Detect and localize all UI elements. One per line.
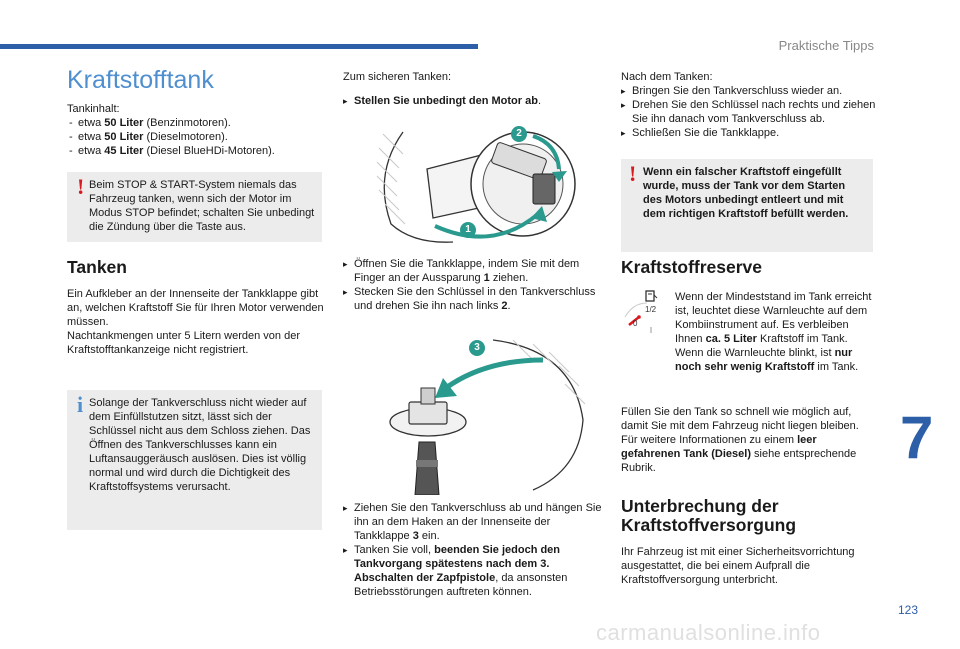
steps-open (343, 257, 601, 313)
header-bar (0, 44, 478, 49)
fill-soon-text: Füllen Sie den Tank so schnell wie möglich auf, damit Sie mit dem Fahrzeug nicht liegen bleiben. (621, 406, 859, 432)
wrong-fuel-text: Wenn ein falscher Kraftstoff eingefüllt wurde, muss der Tank vor dem Starten des Motors unbedingt entleert und mit dem richtigen Kraftstoff befüllt werden. (643, 166, 849, 220)
wrong-fuel-warning-box (621, 159, 873, 252)
capacity-item: - etwa 50 Liter (Dieselmotoren). (67, 130, 322, 144)
warning-text: Beim STOP & START-System niemals das Fahrzeug tanken, wenn sich der Motor im Modus STOP befindet; schalten Sie unbedingt die Zündung über die Taste aus. (89, 179, 315, 233)
after-item: ▸ Schließen Sie die Tankklappe. (621, 126, 876, 140)
fuel-gauge-icon (621, 287, 671, 337)
intro-text: Zum sicheren Tanken: (343, 71, 452, 83)
section-heading-supply-cut: Unterbrechung der Kraftstoffversorgung (621, 496, 797, 535)
section-heading-reserve: Kraftstoffreserve (621, 257, 763, 277)
section-title: Praktische Tipps (778, 38, 874, 53)
after-refuel-block (621, 70, 876, 140)
warning-mark-icon: ! (629, 161, 637, 186)
info-text: Solange der Tankverschluss nicht wieder auf dem Einfüllstutzen sitzt, lässt sich der Schlüssel nicht aus dem Schloss ziehen. Das Öffnen des Tankverschlusses kann ein Luftansauggeräusch auslösen. Dies ist völlig normal und wird durch die Dichtigkeit des Kraftstoffsystems verursacht. (89, 397, 311, 493)
info-mark-icon: i (77, 392, 84, 417)
capacity-label: Tankinhalt: (67, 103, 120, 115)
more-info-text: Für weitere Informationen zu einem leer gefahrenen Tank (Diesel) siehe entsprechende Rubrik. (621, 434, 857, 474)
gauge-half-label: 1/2 (645, 305, 657, 314)
step-remove-cap: ▸ Ziehen Sie den Tankverschluss ab und hängen Sie ihn an dem Haken an der Innenseite der Tankklappe 3 ein. (343, 501, 605, 543)
section-heading-tanken: Tanken (67, 257, 127, 277)
fill-block (621, 405, 876, 475)
after-item: ▸ Bringen Sie den Tankverschluss wieder an. (621, 84, 876, 98)
callout-1: 1 (460, 222, 476, 238)
label-sticker-text: Ein Aufkleber an der Innenseite der Tankklappe gibt an, welchen Kraftstoff Sie für Ihren Motor verwenden müssen. (67, 288, 324, 328)
refuel-text (67, 287, 325, 357)
chapter-number: 7 (900, 404, 934, 471)
callout-2: 2 (511, 126, 527, 142)
page-number: 123 (898, 603, 919, 617)
step-fill-up: ▸ Tanken Sie voll, beenden Sie jedoch den Tankvorgang spätestens nach dem 3. Abschalten der Zapfpistole, da ansonsten Betriebsstörungen auftreten können. (343, 543, 605, 599)
steps-fill (343, 501, 605, 599)
callout-3: 3 (469, 340, 485, 356)
step-insert-key: ▸ Stecken Sie den Schlüssel in den Tankverschluss und drehen Sie ihn nach links 2. (343, 285, 601, 313)
after-item: ▸ Drehen Sie den Schlüssel nach rechts und ziehen Sie ihn danach vom Tankverschluss ab. (621, 98, 876, 126)
watermark: carmanualsonline.info (596, 620, 821, 645)
supply-cut-text: Ihr Fahrzeug ist mit einer Sicherheitsvorrichtung ausgestattet, die bei einem Aufprall die Kraftstoffversorgung unterbricht. (621, 546, 855, 586)
step-engine-off: ▸ Stellen Sie unbedingt den Motor ab. (343, 94, 609, 108)
stop-start-warning-box (67, 172, 322, 242)
warning-mark-icon: ! (77, 174, 85, 199)
after-refuel-label: Nach dem Tanken: (621, 71, 713, 83)
capacity-block (67, 102, 322, 158)
page-title: Kraftstofftank (67, 66, 214, 94)
reserve-text: Wenn der Mindeststand im Tank erreicht ist, leuchtet diese Warnleuchte auf dem Kombiinstrument auf. Es verbleiben Ihnen ca. 5 Liter Kraftstoff im Tank. Wenn die Warnleuchte blinkt, ist nur noch sehr wenig Kraftstoff im Tank. (675, 291, 872, 373)
capacity-item: - etwa 50 Liter (Benzinmotoren). (67, 116, 322, 130)
gauge-zero-label: 0 (633, 319, 638, 328)
step-open-flap: ▸ Öffnen Sie die Tankklappe, indem Sie mit dem Finger an der Aussparung 1 ziehen. (343, 257, 601, 285)
info-box (67, 390, 322, 530)
capacity-item: - etwa 45 Liter (Diesel BlueHDi-Motoren). (67, 144, 322, 158)
small-amount-text: Nachtankmengen unter 5 Litern werden von der Kraftstofftankanzeige nicht registriert. (67, 330, 300, 356)
